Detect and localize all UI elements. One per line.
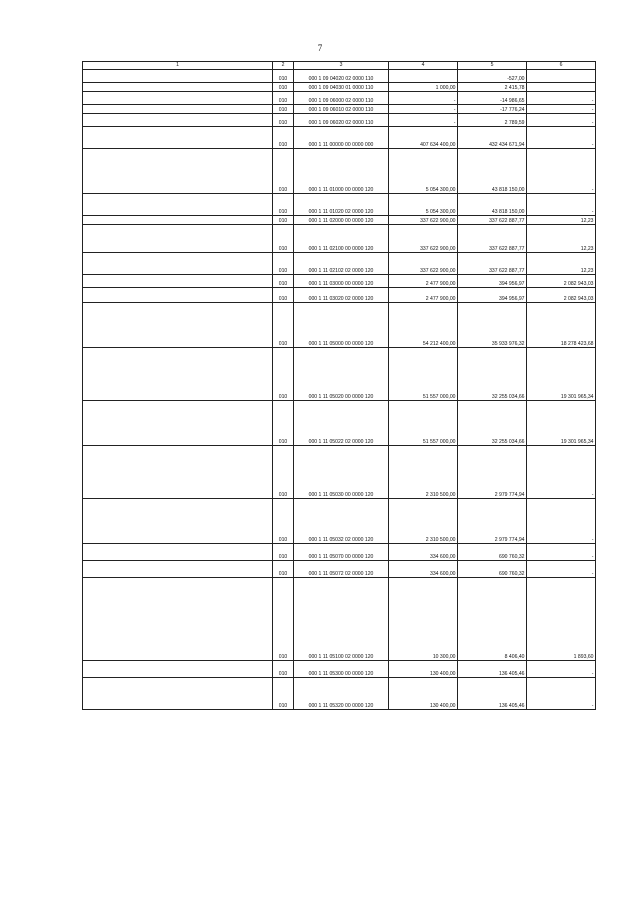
- row-unexecuted-amount: 2 082 943,03: [527, 275, 596, 288]
- row-classification-code: 000 1 09 06020 02 0000 110: [294, 114, 389, 127]
- row-unexecuted-amount: [527, 70, 596, 83]
- budget-report-table: [82, 61, 596, 710]
- row-description: [83, 70, 273, 83]
- row-executed-amount: 394 956,97: [458, 288, 527, 303]
- row-unexecuted-amount: [527, 83, 596, 92]
- row-approved-amount: 54 212 400,00: [389, 303, 458, 348]
- column-header: 6: [527, 62, 596, 70]
- row-unexecuted-amount: -: [527, 446, 596, 499]
- row-line-code: 010: [273, 499, 294, 544]
- row-classification-code: 000 1 11 05072 02 0000 120: [294, 561, 389, 578]
- row-executed-amount: 2 979 774,94: [458, 499, 527, 544]
- row-approved-amount: 51 557 000,00: [389, 348, 458, 401]
- row-description: [83, 578, 273, 661]
- row-line-code: 010: [273, 303, 294, 348]
- row-description: [83, 561, 273, 578]
- row-executed-amount: 35 933 976,32: [458, 303, 527, 348]
- table-row: [83, 105, 596, 114]
- row-line-code: 010: [273, 578, 294, 661]
- row-classification-code: 000 1 09 04020 02 0000 110: [294, 70, 389, 83]
- row-line-code: 010: [273, 194, 294, 216]
- row-approved-amount: [389, 70, 458, 83]
- row-line-code: 010: [273, 288, 294, 303]
- row-description: [83, 544, 273, 561]
- row-classification-code: 000 1 11 05032 02 0000 120: [294, 499, 389, 544]
- row-executed-amount: -17 776,24: [458, 105, 527, 114]
- row-classification-code: 000 1 11 03000 00 0000 120: [294, 275, 389, 288]
- table-row: [83, 499, 596, 544]
- row-executed-amount: 43 818 150,00: [458, 149, 527, 194]
- row-line-code: 010: [273, 105, 294, 114]
- row-description: [83, 105, 273, 114]
- row-classification-code: 000 1 11 01000 00 0000 120: [294, 149, 389, 194]
- page-number: 7: [317, 43, 323, 53]
- row-description: [83, 303, 273, 348]
- row-classification-code: 000 1 11 02100 00 0000 120: [294, 225, 389, 253]
- row-executed-amount: 2 979 774,94: [458, 446, 527, 499]
- row-line-code: 010: [273, 149, 294, 194]
- row-unexecuted-amount: 12,23: [527, 216, 596, 225]
- row-executed-amount: 337 622 887,77: [458, 216, 527, 225]
- row-classification-code: 000 1 11 02000 00 0000 120: [294, 216, 389, 225]
- column-header: 1: [83, 62, 273, 70]
- row-line-code: 010: [273, 127, 294, 149]
- row-executed-amount: 2 415,78: [458, 83, 527, 92]
- row-approved-amount: 1 000,00: [389, 83, 458, 92]
- row-line-code: 010: [273, 275, 294, 288]
- row-line-code: 010: [273, 216, 294, 225]
- row-approved-amount: -: [389, 92, 458, 105]
- row-classification-code: 000 1 11 03020 02 0000 120: [294, 288, 389, 303]
- row-description: [83, 446, 273, 499]
- row-approved-amount: 2 310 500,00: [389, 446, 458, 499]
- row-classification-code: 000 1 11 02102 02 0000 120: [294, 253, 389, 275]
- row-approved-amount: 5 054 300,00: [389, 149, 458, 194]
- row-unexecuted-amount: -: [527, 105, 596, 114]
- row-classification-code: 000 1 11 05000 00 0000 120: [294, 303, 389, 348]
- column-number-row: [83, 62, 596, 70]
- row-line-code: 010: [273, 253, 294, 275]
- row-approved-amount: 337 622 900,00: [389, 225, 458, 253]
- row-unexecuted-amount: -: [527, 92, 596, 105]
- table-row: [83, 275, 596, 288]
- table-row: [83, 253, 596, 275]
- row-executed-amount: 32 255 034,66: [458, 401, 527, 446]
- table-row: [83, 70, 596, 83]
- row-description: [83, 92, 273, 105]
- row-unexecuted-amount: 1 893,60: [527, 578, 596, 661]
- column-header: 4: [389, 62, 458, 70]
- row-approved-amount: -: [389, 114, 458, 127]
- table-row: [83, 561, 596, 578]
- row-approved-amount: 2 477 900,00: [389, 275, 458, 288]
- row-executed-amount: 8 406,40: [458, 578, 527, 661]
- table-row: [83, 578, 596, 661]
- row-unexecuted-amount: 19 301 965,34: [527, 348, 596, 401]
- row-line-code: 010: [273, 70, 294, 83]
- table-row: [83, 348, 596, 401]
- row-approved-amount: 334 600,00: [389, 561, 458, 578]
- row-classification-code: 000 1 09 04030 01 0000 110: [294, 83, 389, 92]
- row-unexecuted-amount: -: [527, 127, 596, 149]
- row-description: [83, 83, 273, 92]
- row-unexecuted-amount: -: [527, 544, 596, 561]
- column-header: 5: [458, 62, 527, 70]
- table-row: [83, 127, 596, 149]
- row-executed-amount: -14 986,65: [458, 92, 527, 105]
- column-header: 2: [273, 62, 294, 70]
- table-row: [83, 194, 596, 216]
- table-row: [83, 216, 596, 225]
- table-row: [83, 149, 596, 194]
- row-approved-amount: 5 054 300,00: [389, 194, 458, 216]
- row-unexecuted-amount: 18 278 423,68: [527, 303, 596, 348]
- row-line-code: 010: [273, 348, 294, 401]
- row-classification-code: 000 1 11 05070 00 0000 120: [294, 544, 389, 561]
- row-executed-amount: 2 789,59: [458, 114, 527, 127]
- row-description: [83, 348, 273, 401]
- row-approved-amount: 337 622 900,00: [389, 253, 458, 275]
- row-approved-amount: 10 300,00: [389, 578, 458, 661]
- row-line-code: 010: [273, 92, 294, 105]
- row-classification-code: 000 1 11 05020 00 0000 120: [294, 348, 389, 401]
- row-executed-amount: 32 255 034,66: [458, 348, 527, 401]
- table-row: [83, 288, 596, 303]
- row-approved-amount: 130 400,00: [389, 678, 458, 710]
- row-unexecuted-amount: -: [527, 678, 596, 710]
- row-line-code: 010: [273, 83, 294, 92]
- row-description: [83, 216, 273, 225]
- row-classification-code: 000 1 11 01020 02 0000 120: [294, 194, 389, 216]
- row-executed-amount: 337 622 887,77: [458, 253, 527, 275]
- row-unexecuted-amount: -: [527, 661, 596, 678]
- row-line-code: 010: [273, 401, 294, 446]
- row-approved-amount: 2 477 900,00: [389, 288, 458, 303]
- table-row: [83, 303, 596, 348]
- row-description: [83, 127, 273, 149]
- row-line-code: 010: [273, 544, 294, 561]
- table-row: [83, 83, 596, 92]
- row-unexecuted-amount: 2 082 943,03: [527, 288, 596, 303]
- row-classification-code: 000 1 09 06010 02 0000 110: [294, 105, 389, 114]
- row-description: [83, 678, 273, 710]
- row-description: [83, 149, 273, 194]
- row-executed-amount: 432 434 671,94: [458, 127, 527, 149]
- table-row: [83, 114, 596, 127]
- row-line-code: 010: [273, 114, 294, 127]
- row-executed-amount: 43 818 150,00: [458, 194, 527, 216]
- row-approved-amount: 334 600,00: [389, 544, 458, 561]
- row-unexecuted-amount: -: [527, 499, 596, 544]
- row-executed-amount: 690 760,32: [458, 561, 527, 578]
- row-classification-code: 000 1 11 05320 00 0000 120: [294, 678, 389, 710]
- table-row: [83, 401, 596, 446]
- row-classification-code: 000 1 11 00000 00 0000 000: [294, 127, 389, 149]
- row-line-code: 010: [273, 678, 294, 710]
- table-row: [83, 661, 596, 678]
- row-approved-amount: 2 310 500,00: [389, 499, 458, 544]
- row-unexecuted-amount: -: [527, 561, 596, 578]
- row-approved-amount: -: [389, 105, 458, 114]
- row-unexecuted-amount: -: [527, 194, 596, 216]
- row-classification-code: 000 1 11 05030 00 0000 120: [294, 446, 389, 499]
- row-approved-amount: 51 557 000,00: [389, 401, 458, 446]
- row-classification-code: 000 1 11 05100 02 0000 120: [294, 578, 389, 661]
- row-executed-amount: 136 405,46: [458, 661, 527, 678]
- table-row: [83, 92, 596, 105]
- row-line-code: 010: [273, 446, 294, 499]
- row-description: [83, 253, 273, 275]
- row-line-code: 010: [273, 225, 294, 253]
- row-description: [83, 288, 273, 303]
- row-unexecuted-amount: 12,23: [527, 225, 596, 253]
- row-description: [83, 499, 273, 544]
- row-approved-amount: 337 622 900,00: [389, 216, 458, 225]
- row-line-code: 010: [273, 661, 294, 678]
- table-row: [83, 678, 596, 710]
- row-executed-amount: -527,00: [458, 70, 527, 83]
- row-description: [83, 114, 273, 127]
- table-row: [83, 446, 596, 499]
- row-description: [83, 194, 273, 216]
- row-classification-code: 000 1 11 05022 02 0000 120: [294, 401, 389, 446]
- row-description: [83, 225, 273, 253]
- row-line-code: 010: [273, 561, 294, 578]
- row-description: [83, 661, 273, 678]
- row-unexecuted-amount: -: [527, 149, 596, 194]
- row-executed-amount: 394 956,97: [458, 275, 527, 288]
- row-classification-code: 000 1 11 05300 00 0000 120: [294, 661, 389, 678]
- row-executed-amount: 136 405,46: [458, 678, 527, 710]
- row-classification-code: 000 1 09 06000 02 0000 110: [294, 92, 389, 105]
- row-approved-amount: 407 634 400,00: [389, 127, 458, 149]
- row-approved-amount: 130 400,00: [389, 661, 458, 678]
- row-executed-amount: 690 760,32: [458, 544, 527, 561]
- row-unexecuted-amount: 19 301 965,34: [527, 401, 596, 446]
- table-row: [83, 225, 596, 253]
- row-description: [83, 275, 273, 288]
- row-executed-amount: 337 622 887,77: [458, 225, 527, 253]
- row-description: [83, 401, 273, 446]
- table-row: [83, 544, 596, 561]
- column-header: 3: [294, 62, 389, 70]
- row-unexecuted-amount: 12,23: [527, 253, 596, 275]
- row-unexecuted-amount: -: [527, 114, 596, 127]
